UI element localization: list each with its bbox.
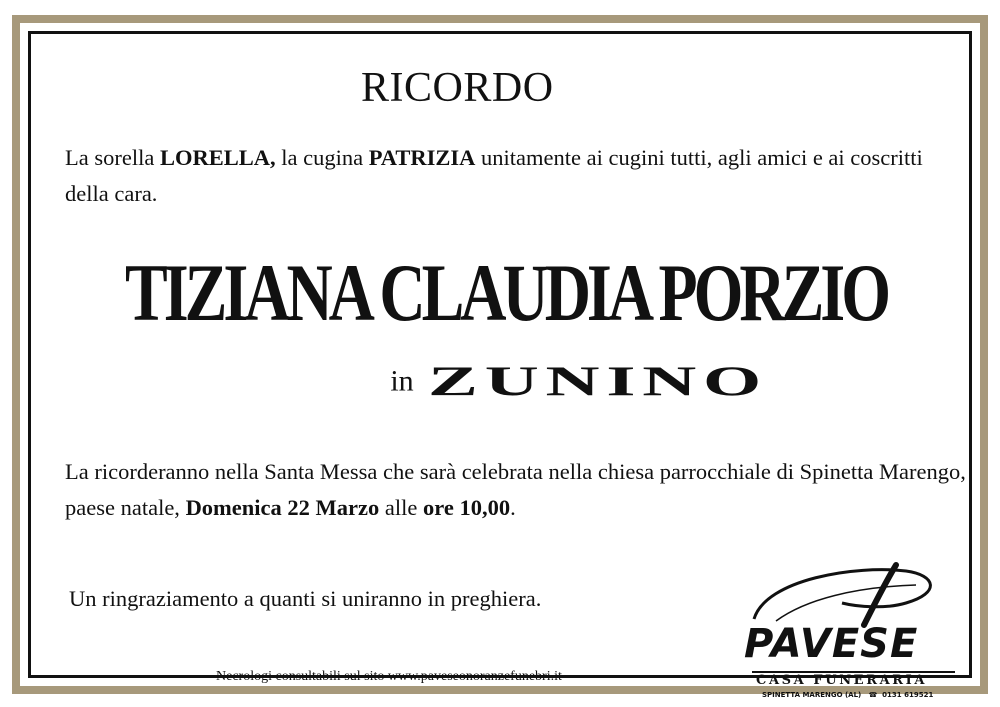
intro-text-1: La sorella xyxy=(65,145,160,170)
thanks-line: Un ringraziamento a quanti si uniranno in preghiera. xyxy=(69,586,542,611)
logo-name: PAVESE xyxy=(744,621,919,667)
mass-text-3: . xyxy=(510,495,516,520)
intro-paragraph xyxy=(65,140,965,212)
page-title: RICORDO xyxy=(361,65,554,111)
married-surname: ZUNINO xyxy=(427,358,768,405)
inner-frame xyxy=(28,31,972,699)
mass-paragraph xyxy=(65,454,970,526)
logo-contact xyxy=(762,691,933,699)
outer-frame xyxy=(12,15,988,699)
cousin-name: PATRIZIA xyxy=(368,145,476,170)
mass-text-2: alle xyxy=(379,495,423,520)
mass-text-1: La ricorderanno nella Santa Messa che sarà celebrata nella chiesa parrocchiale di Spinetta Marengo, paese natale, xyxy=(65,459,966,520)
deceased-name: TIZIANA CLAUDIA PORZIO xyxy=(125,247,887,339)
logo-subtitle: CASA FUNERARIA xyxy=(756,673,928,688)
married-name-line xyxy=(31,356,987,407)
footer-website-note: Necrologi consultabili sul sito www.paveseonoranzefunebri.it xyxy=(216,669,562,684)
married-prefix: in xyxy=(390,364,414,398)
sister-name: LORELLA, xyxy=(159,145,276,170)
mass-date: Domenica 22 Marzo xyxy=(185,495,380,520)
mass-time: ore 10,00 xyxy=(423,495,511,520)
phone-icon: ☎ xyxy=(863,691,880,699)
logo-address: SPINETTA MARENGO (AL) xyxy=(762,691,862,699)
intro-text-2: la cugina xyxy=(275,145,369,170)
logo-phone: 0131 619521 xyxy=(882,691,934,699)
intro-text-3: unitamente ai cugini tutti, agli amici e ai coscritti della cara. xyxy=(65,145,923,206)
pavese-logo xyxy=(736,559,966,699)
